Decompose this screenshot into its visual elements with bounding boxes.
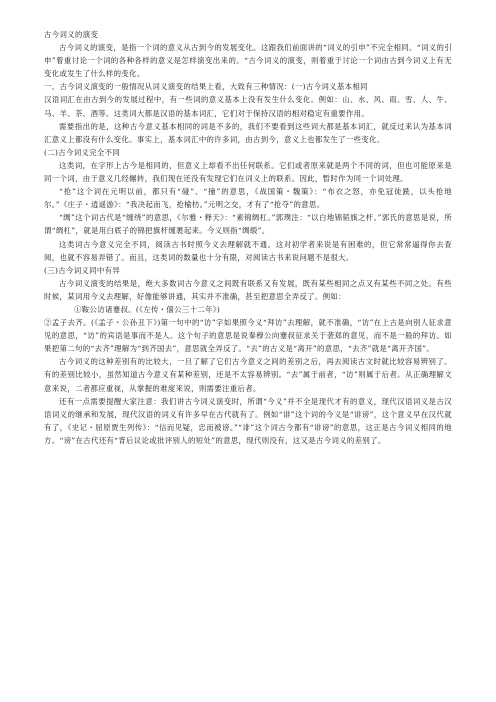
paragraph: 古今词义的这种差别有的比较大，一旦了解了它们古今意义之间的差别之后，再去阅读古文时就比较容易辨别了。有的差别比较小，虽然知道古今意义有某种差别，还是不太容易辨别。“去”属于前者，“访”则属于后者。从正确理解文意来说，二者都应重视，从掌握的难度来说，则需要注重后者。 xyxy=(44,357,452,393)
paragraph: “抢”这个词在元明以前，都只有“碰”、“撞”的意思，《战国策・魏策》：“布衣之怒，亦免冠徒跣，以头抢地尔。”《庄子・逍遥游》：“我决起而飞，抢榆枋。”元明之交，才有了“抢夺”的意思。 xyxy=(44,187,452,210)
section-heading: 一、古今词义演变的一般情况从词义演变的结果上看，大致有三种情况：(一)古今词义基本相同 xyxy=(44,82,368,92)
paragraph: 古今词义演变的结果是，绝大多数词古今意义之间既有联系又有发展，既有某些相同之点又有某些不同之处。有些时候，某词用今义去理解，好像能够讲通，其实并不准确，甚至把意思全弄反了。例如： xyxy=(44,278,452,301)
paragraph: 这类词，在字形上古今是相同的，但意义上却看不出任何联系。它们或者原来就是两个不同的词，但也可能原来是同一个词，由于意义几经辗转，我们现在还没有发现它们在词义上的联系。因此，暂时作为同一个词处理。 xyxy=(44,160,452,184)
document-body xyxy=(44,41,452,447)
section-heading: (二)古今词义完全不同 xyxy=(44,147,121,157)
paragraph: 需要指出的是，这种古今意义基本相同的词是不多的，我们不要看到这些词大都是基本词汇，就反过来认为基本词汇意义上都没有什么变化。事实上，基本词汇中的许多词，由古到今，意义上也都发生了一些变化。 xyxy=(44,121,452,144)
paragraph: “绸”这个词古代是“缠绕”的意思，《尔雅・释天》：“素锦绸杠。”郭璞注：“以白地锦韬旗之杆。”郭氏的意思是说，所谓“绸杠”，就是用白底子的锦把旗杆缠裹起来。今义则指“绸缎”。 xyxy=(44,213,452,236)
paragraph: 这类词古今意义完全不同，阅读古书时照今义去理解就不通。这对初学者来说是有困难的，但它常常逼得你去查阅，也就不容易弄错了。而且，这类词的数量也十分有限，对阅读古书来说问题不是很大。 xyxy=(44,239,452,262)
paragraph: 古今词义的演变，是指一个词的意义从古到今的发展变化。这跟我们前面讲的“词义的引申”不完全相同。“词义的引申”着重讨论一个词的各种各样的意义是怎样演变出来的。“古今词义的演变，则着重于讨论一个词由古到今词义上有无变化或发生了什么样的变化。 xyxy=(44,43,452,79)
paragraph: 汉语词汇在由古到今的发展过程中，有一些词的意义基本上没有发生什么变化。例如：山、水、风、雨、雪、人、牛、马、羊、茶、酒等。这类词大都是汉语的基本词汇，它们对于保持汉语的相对稳定有重要作用。 xyxy=(44,95,452,118)
document-title: 古今词义的演变 xyxy=(44,30,99,39)
paragraph: ②孟子去齐。(《孟子・公孙丑下》)第一句中的“访”字如果照今义“拜访”去理解，就不准确，“访”在上古是向别人征求意见的意思，“访”的宾语是事而不是人。这个句子的意思是说秦穆公向蹇叔征求关于袭郑的意见，而不是一般的拜访。如果把第二句的“去齐”理解为“到齐国去”，意思就全弄反了。“去”的古义是“离开”的意思，“去齐”就是“离开齐国”。 xyxy=(44,318,452,354)
section-heading: (三)古今词义同中有异 xyxy=(44,265,121,275)
paragraph: ①鞍公访诸蹇叔。(《左传・僖公三十二年》) xyxy=(74,304,221,314)
paragraph: 还有一点需要提醒大家注意：我们讲古今词义演变时，所谓“今义”并不全是现代才有的意义，现代汉语词义是古汉语词义的继承和发展，现代汉语的词义有许多早在古代就有了。例如“诽”这个词的今义是“诽谤”，这个意义早在汉代就有了，《史记・屈原贾生列传》：“信而见疑，忠而被谤。”“诽”这个词古今都有“诽谤”的意思，这正是古今词义相同的地方。“谤”在古代还有“背后议论或批评别人的短处”的意思，现代则没有，这又是古今词义的差别了。 xyxy=(44,396,452,445)
